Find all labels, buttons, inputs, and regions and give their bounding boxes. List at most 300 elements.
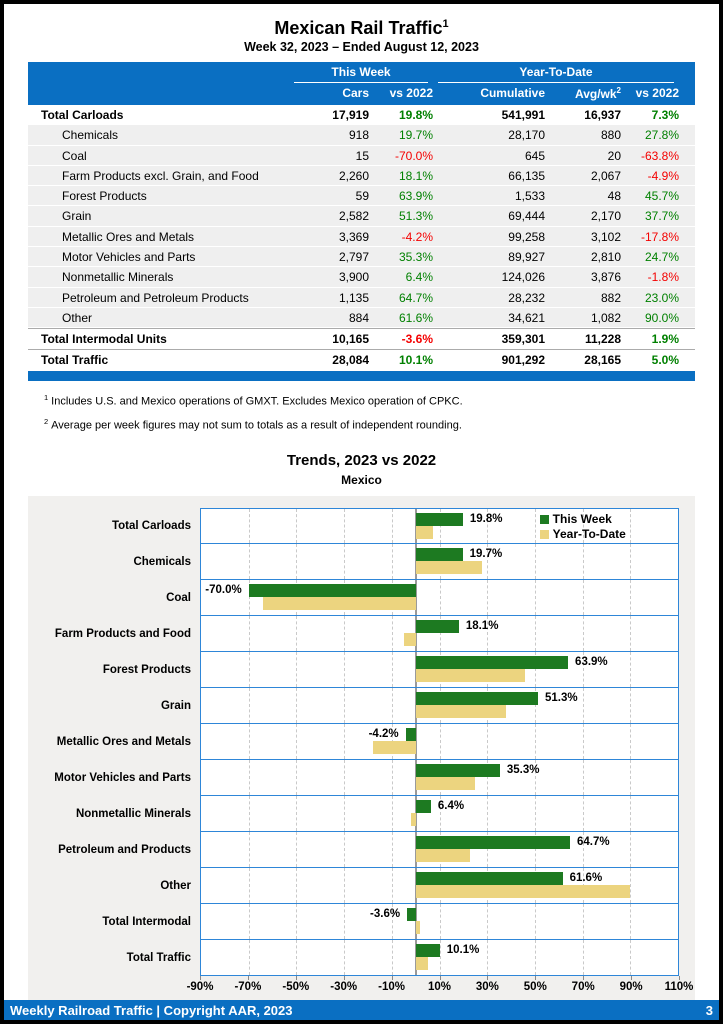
- cell-avg-per-week: 880: [600, 128, 621, 143]
- chart-gridline: [344, 904, 345, 939]
- chart-band: [200, 652, 679, 688]
- chart-bar-this-week: [416, 548, 463, 561]
- chart-bar-value-label: 35.3%: [506, 764, 540, 777]
- chart-title: Trends, 2023 vs 2022: [286, 452, 437, 470]
- chart-gridline: [535, 580, 536, 615]
- axis-tick-mark: [535, 976, 536, 980]
- axis-tick-label: -30%: [330, 981, 358, 994]
- chart-category-row: [28, 580, 679, 616]
- chart-bar-this-week: [249, 584, 416, 597]
- chart-bar-value-label: 10.1%: [446, 944, 480, 957]
- chart-gridline: [440, 724, 441, 759]
- cell-vs2022-week: 19.7%: [398, 128, 433, 143]
- table-row: [28, 288, 695, 308]
- column-header-vs2022-ytd: vs 2022: [635, 86, 679, 100]
- chart-gridline: [392, 544, 393, 579]
- chart-gridline: [392, 832, 393, 867]
- cell-avg-per-week: 2,810: [590, 250, 621, 265]
- chart-gridline: [535, 940, 536, 975]
- chart-gridline: [630, 509, 631, 543]
- chart-gridline: [249, 940, 250, 975]
- cell-vs2022-ytd: 1.9%: [651, 332, 679, 347]
- cell-cumulative: 34,621: [508, 310, 545, 325]
- chart-bar-this-week: [416, 944, 440, 957]
- chart-bar-this-week: [416, 872, 563, 885]
- chart-band: [200, 580, 679, 616]
- cell-vs2022-week: 61.6%: [398, 310, 433, 325]
- cell-vs2022-ytd: 24.7%: [644, 250, 679, 265]
- footnote-1: [44, 390, 695, 410]
- cell-vs2022-ytd: -17.8%: [640, 229, 679, 244]
- chart-gridline: [344, 544, 345, 579]
- cell-vs2022-week: -4.2%: [401, 229, 433, 244]
- chart-gridline: [535, 796, 536, 831]
- cell-cars: 918: [348, 128, 369, 143]
- column-header-cars: Cars: [342, 86, 369, 100]
- cell-vs2022-week: 63.9%: [398, 189, 433, 204]
- chart-category-row: [28, 616, 679, 652]
- table-row: [28, 105, 695, 125]
- chart-bar-value-label: -70.0%: [205, 584, 242, 597]
- column-header-cumulative: Cumulative: [480, 86, 545, 100]
- chart-gridline: [392, 868, 393, 903]
- chart-bar-this-week: [416, 800, 431, 813]
- table-row: [28, 186, 695, 206]
- cell-avg-per-week: 3,102: [590, 229, 621, 244]
- chart-category-row: [28, 652, 679, 688]
- chart-bar-year-to-date: [416, 705, 506, 718]
- chart-gridline: [630, 580, 631, 615]
- axis-tick-mark: [200, 976, 201, 980]
- chart-gridline: [630, 688, 631, 723]
- column-header-vs2022-week: vs 2022: [389, 86, 433, 100]
- chart-gridline: [630, 724, 631, 759]
- cell-avg-per-week: 2,170: [590, 209, 621, 224]
- footer-text: Weekly Railroad Traffic | Copyright AAR, 2023: [10, 1002, 293, 1018]
- cell-cumulative: 124,026: [501, 270, 545, 285]
- chart-category-label: Metallic Ores and Metals: [56, 736, 191, 749]
- chart-gridline: [630, 544, 631, 579]
- traffic-table-body: [28, 105, 695, 369]
- chart-gridline: [249, 688, 250, 723]
- chart-gridline: [583, 580, 584, 615]
- chart-gridline: [392, 796, 393, 831]
- footnote-2-text: Average per week figures may not sum to totals as a result of independent rounding.: [51, 419, 462, 432]
- axis-tick-mark: [631, 976, 632, 980]
- chart-gridline: [487, 580, 488, 615]
- chart-bar-year-to-date: [373, 741, 415, 754]
- cell-cumulative: 901,292: [501, 352, 545, 367]
- table-row: [28, 308, 695, 328]
- chart-category-row: [28, 544, 679, 580]
- chart-gridline: [344, 760, 345, 795]
- chart-gridline: [392, 760, 393, 795]
- chart-gridline: [440, 904, 441, 939]
- chart-category-row: [28, 796, 679, 832]
- column-header-avgwk-footnote-marker: 2: [616, 85, 621, 95]
- cell-vs2022-ytd: 5.0%: [651, 352, 679, 367]
- chart-bar-year-to-date: [416, 526, 433, 539]
- footnote-1-text: Includes U.S. and Mexico operations of GMXT. Excludes Mexico operation of CPKC.: [51, 395, 463, 408]
- chart-gridline: [249, 868, 250, 903]
- chart-category-label: Farm Products and Food: [54, 628, 191, 641]
- cell-cars: 3,900: [338, 270, 369, 285]
- table-header: [28, 62, 695, 105]
- cell-cars: 15: [355, 148, 369, 163]
- row-label: Other: [62, 310, 93, 325]
- chart-legend: [540, 512, 626, 542]
- axis-tick-mark: [679, 976, 680, 980]
- axis-tick-label: -10%: [378, 981, 406, 994]
- chart-gridline: [487, 796, 488, 831]
- cell-cars: 884: [348, 310, 369, 325]
- column-group-this-week: This Week: [294, 62, 428, 83]
- footer-bar: [4, 1000, 719, 1020]
- cell-vs2022-ytd: 37.7%: [644, 209, 679, 224]
- chart-gridline: [296, 796, 297, 831]
- chart-gridline: [296, 940, 297, 975]
- chart-band: [200, 796, 679, 832]
- chart-gridline: [630, 652, 631, 687]
- chart-gridline: [344, 688, 345, 723]
- axis-tick-label: 110%: [664, 981, 694, 994]
- chart-gridline: [392, 940, 393, 975]
- cell-avg-per-week: 16,937: [584, 108, 621, 122]
- chart-bar-this-week: [406, 728, 416, 741]
- chart-gridline: [344, 509, 345, 543]
- chart-bar-year-to-date: [411, 813, 415, 826]
- chart-gridline: [296, 544, 297, 579]
- chart-bar-value-label: -4.2%: [368, 728, 399, 741]
- cell-cumulative: 66,135: [508, 168, 545, 183]
- axis-tick-mark: [392, 976, 393, 980]
- chart-bar-value-label: 19.7%: [469, 548, 503, 561]
- chart-gridline: [296, 724, 297, 759]
- chart-bar-value-label: 19.8%: [469, 513, 503, 526]
- column-group-year-to-date: Year-To-Date: [438, 62, 674, 83]
- chart-bar-value-label: 51.3%: [545, 692, 578, 705]
- axis-tick-mark: [440, 976, 441, 980]
- chart-gridline: [583, 724, 584, 759]
- cell-cars: 10,165: [332, 332, 369, 347]
- table-bottom-band: [28, 371, 695, 381]
- cell-cumulative: 359,301: [501, 332, 545, 347]
- table-row: [28, 328, 695, 348]
- chart-gridline: [296, 688, 297, 723]
- chart-gridline: [296, 832, 297, 867]
- cell-cars: 59: [355, 189, 369, 204]
- chart-category-label: Total Carloads: [111, 520, 191, 533]
- chart-band: [200, 616, 679, 652]
- chart-category-row: [28, 688, 679, 724]
- chart-gridline: [249, 544, 250, 579]
- chart-category-label: Other: [160, 880, 191, 893]
- chart-bar-year-to-date: [416, 849, 471, 862]
- chart-bar-year-to-date: [416, 957, 428, 970]
- chart-gridline: [630, 832, 631, 867]
- table-row: [28, 146, 695, 166]
- table-row: [28, 166, 695, 186]
- table-row: [28, 349, 695, 369]
- axis-tick-label: -50%: [282, 981, 310, 994]
- table-row: [28, 247, 695, 267]
- chart-category-row: [28, 760, 679, 796]
- chart-category-label: Motor Vehicles and Parts: [54, 772, 191, 785]
- chart-gridline: [344, 940, 345, 975]
- cell-cars: 1,135: [338, 290, 369, 305]
- cell-cars: 3,369: [338, 229, 369, 244]
- chart-gridline: [249, 616, 250, 651]
- chart-gridline: [249, 724, 250, 759]
- chart-gridline: [535, 509, 536, 543]
- chart-category-row: [28, 832, 679, 868]
- axis-tick-label: 30%: [475, 981, 499, 994]
- row-label: Total Intermodal Units: [41, 332, 167, 347]
- chart-bar-this-week: [416, 656, 568, 669]
- footnote-2: [44, 414, 695, 434]
- axis-tick-mark: [344, 976, 345, 980]
- cell-vs2022-week: -3.6%: [401, 332, 433, 347]
- axis-tick-label: 10%: [427, 981, 452, 994]
- chart-bar-year-to-date: [416, 669, 525, 682]
- cell-vs2022-ytd: 45.7%: [644, 189, 679, 204]
- chart-bar-this-week: [416, 620, 459, 633]
- chart-band: [200, 904, 679, 940]
- chart-bar-this-week: [416, 764, 500, 777]
- cell-avg-per-week: 20: [607, 148, 621, 163]
- cell-vs2022-ytd: 27.8%: [644, 128, 679, 143]
- chart-gridline: [344, 832, 345, 867]
- chart-gridline: [630, 868, 631, 903]
- chart-gridline: [487, 904, 488, 939]
- cell-vs2022-ytd: -4.9%: [647, 168, 679, 183]
- cell-vs2022-week: 18.1%: [398, 168, 433, 183]
- cell-cumulative: 99,258: [508, 229, 545, 244]
- report-subtitle: Week 32, 2023 – Ended August 12, 2023: [244, 40, 479, 54]
- legend-item-year-to-date: [540, 527, 626, 542]
- chart-gridline: [392, 509, 393, 543]
- chart-gridline: [392, 616, 393, 651]
- column-header-avgwk-text: Avg/wk: [574, 86, 617, 101]
- chart-bar-year-to-date: [416, 561, 482, 574]
- chart-gridline: [344, 724, 345, 759]
- chart-bar-year-to-date: [416, 885, 631, 898]
- cell-vs2022-ytd: -63.8%: [640, 148, 679, 163]
- chart-gridline: [392, 688, 393, 723]
- table-row: [28, 206, 695, 226]
- chart-category-label: Forest Products: [102, 664, 191, 677]
- chart-gridline: [535, 724, 536, 759]
- chart-band: [200, 544, 679, 580]
- cell-avg-per-week: 2,067: [590, 168, 621, 183]
- trends-bar-chart: [28, 496, 695, 1000]
- chart-gridline: [392, 652, 393, 687]
- axis-tick-mark: [583, 976, 584, 980]
- chart-gridline: [630, 796, 631, 831]
- chart-bar-this-week: [416, 836, 570, 849]
- chart-category-row: [28, 904, 679, 940]
- chart-bar-this-week: [416, 513, 463, 526]
- chart-category-row: [28, 724, 679, 760]
- chart-gridline: [296, 868, 297, 903]
- chart-gridline: [583, 904, 584, 939]
- chart-band: [200, 760, 679, 796]
- chart-category-label: Coal: [166, 592, 191, 605]
- chart-gridline: [487, 724, 488, 759]
- chart-gridline: [535, 904, 536, 939]
- chart-band: [200, 832, 679, 868]
- chart-gridline: [344, 616, 345, 651]
- chart-gridline: [535, 544, 536, 579]
- table-row: [28, 227, 695, 247]
- footer-page-number: 3: [705, 1002, 713, 1018]
- legend-swatch-year-to-date: [540, 530, 549, 539]
- cell-cumulative: 645: [524, 148, 545, 163]
- legend-item-this-week: [540, 512, 626, 527]
- axis-tick-mark: [487, 976, 488, 980]
- chart-category-label: Nonmetallic Minerals: [75, 808, 191, 821]
- chart-gridline: [583, 940, 584, 975]
- cell-cumulative: 1,533: [514, 189, 545, 204]
- chart-gridline: [630, 616, 631, 651]
- chart-category-row: [28, 508, 679, 544]
- row-label: Total Carloads: [41, 108, 124, 122]
- chart-gridline: [296, 509, 297, 543]
- chart-category-label: Total Intermodal: [102, 916, 191, 929]
- axis-tick-label: 50%: [523, 981, 547, 994]
- chart-bar-value-label: 18.1%: [465, 620, 499, 633]
- chart-rows: [28, 508, 679, 976]
- chart-gridline: [296, 760, 297, 795]
- cell-cumulative: 89,927: [508, 250, 545, 265]
- chart-gridline: [296, 652, 297, 687]
- row-label: Motor Vehicles and Parts: [62, 250, 196, 265]
- cell-vs2022-week: 19.8%: [398, 108, 433, 122]
- chart-category-label: Grain: [160, 700, 191, 713]
- chart-subtitle: Mexico: [341, 473, 382, 488]
- cell-avg-per-week: 882: [600, 290, 621, 305]
- chart-bar-year-to-date: [416, 777, 475, 790]
- cell-avg-per-week: 11,228: [584, 332, 621, 347]
- cell-vs2022-ytd: 7.3%: [651, 108, 679, 122]
- cell-cumulative: 541,991: [501, 108, 545, 122]
- chart-bar-this-week: [416, 692, 538, 705]
- table-row: [28, 267, 695, 287]
- row-label: Total Traffic: [41, 352, 109, 367]
- chart-gridline: [249, 796, 250, 831]
- axis-tick-label: -70%: [234, 981, 262, 994]
- row-label: Chemicals: [62, 128, 119, 143]
- chart-gridline: [249, 760, 250, 795]
- page-title: [4, 13, 719, 39]
- table-row: [28, 125, 695, 145]
- chart-band: [200, 940, 679, 976]
- chart-bar-year-to-date: [404, 633, 416, 646]
- chart-gridline: [440, 580, 441, 615]
- chart-gridline: [344, 868, 345, 903]
- chart-gridline: [249, 832, 250, 867]
- chart-band: [200, 688, 679, 724]
- chart-bar-value-label: 63.9%: [575, 656, 608, 669]
- cell-cumulative: 28,232: [508, 290, 545, 305]
- legend-swatch-this-week: [540, 515, 549, 524]
- column-header-avgwk: [545, 86, 621, 103]
- chart-bar-this-week: [407, 908, 416, 921]
- chart-gridline: [535, 616, 536, 651]
- cell-cumulative: 28,170: [508, 128, 545, 143]
- cell-vs2022-ytd: -1.8%: [647, 270, 679, 285]
- chart-x-axis: [186, 976, 694, 996]
- chart-gridline: [583, 544, 584, 579]
- legend-label: This Week: [552, 512, 612, 527]
- row-label: Farm Products excl. Grain, and Food: [62, 168, 259, 183]
- chart-gridline: [630, 760, 631, 795]
- footnote-2-marker: 2: [44, 416, 49, 426]
- row-label: Nonmetallic Minerals: [62, 270, 174, 285]
- chart-gridline: [487, 940, 488, 975]
- row-label: Metallic Ores and Metals: [62, 229, 195, 244]
- chart-bar-year-to-date: [416, 921, 421, 934]
- cell-cumulative: 69,444: [508, 209, 545, 224]
- chart-category-label: Petroleum and Products: [58, 844, 191, 857]
- chart-gridline: [583, 796, 584, 831]
- chart-band: [200, 508, 679, 544]
- chart-gridline: [249, 904, 250, 939]
- row-label: Forest Products: [62, 189, 147, 204]
- page-title-text: Mexican Rail Traffic: [274, 18, 443, 38]
- chart-bar-value-label: 61.6%: [569, 872, 603, 885]
- chart-gridline: [583, 760, 584, 795]
- axis-tick-label: 90%: [619, 981, 643, 994]
- axis-tick-mark: [296, 976, 297, 980]
- chart-category-row: [28, 868, 679, 904]
- row-label: Coal: [62, 148, 87, 163]
- cell-cars: 17,919: [332, 108, 369, 122]
- axis-tick-label: 70%: [571, 981, 595, 994]
- chart-band: [200, 724, 679, 760]
- cell-vs2022-week: -70.0%: [394, 148, 433, 163]
- cell-cars: 2,260: [338, 168, 369, 183]
- chart-gridline: [344, 796, 345, 831]
- chart-gridline: [249, 509, 250, 543]
- chart-category-row: [28, 940, 679, 976]
- chart-gridline: [296, 616, 297, 651]
- chart-bar-value-label: -3.6%: [370, 908, 401, 921]
- chart-bar-value-label: 6.4%: [437, 800, 465, 813]
- legend-label: Year-To-Date: [552, 527, 626, 542]
- chart-gridline: [630, 940, 631, 975]
- row-label: Grain: [62, 209, 92, 224]
- chart-gridline: [630, 904, 631, 939]
- row-label: Petroleum and Petroleum Products: [62, 290, 249, 305]
- cell-vs2022-week: 35.3%: [398, 250, 433, 265]
- chart-category-label: Total Traffic: [126, 952, 191, 965]
- chart-gridline: [296, 904, 297, 939]
- chart-bar-year-to-date: [263, 597, 415, 610]
- cell-cars: 28,084: [332, 352, 369, 367]
- footnote-1-marker: 1: [44, 392, 49, 402]
- cell-vs2022-week: 51.3%: [398, 209, 433, 224]
- footnotes: [44, 390, 695, 437]
- cell-cars: 2,582: [338, 209, 369, 224]
- cell-vs2022-week: 64.7%: [398, 290, 433, 305]
- cell-vs2022-week: 6.4%: [405, 270, 433, 285]
- cell-cars: 2,797: [338, 250, 369, 265]
- cell-vs2022-ytd: 90.0%: [644, 310, 679, 325]
- chart-gridline: [583, 616, 584, 651]
- chart-band: [200, 868, 679, 904]
- cell-avg-per-week: 48: [607, 189, 621, 204]
